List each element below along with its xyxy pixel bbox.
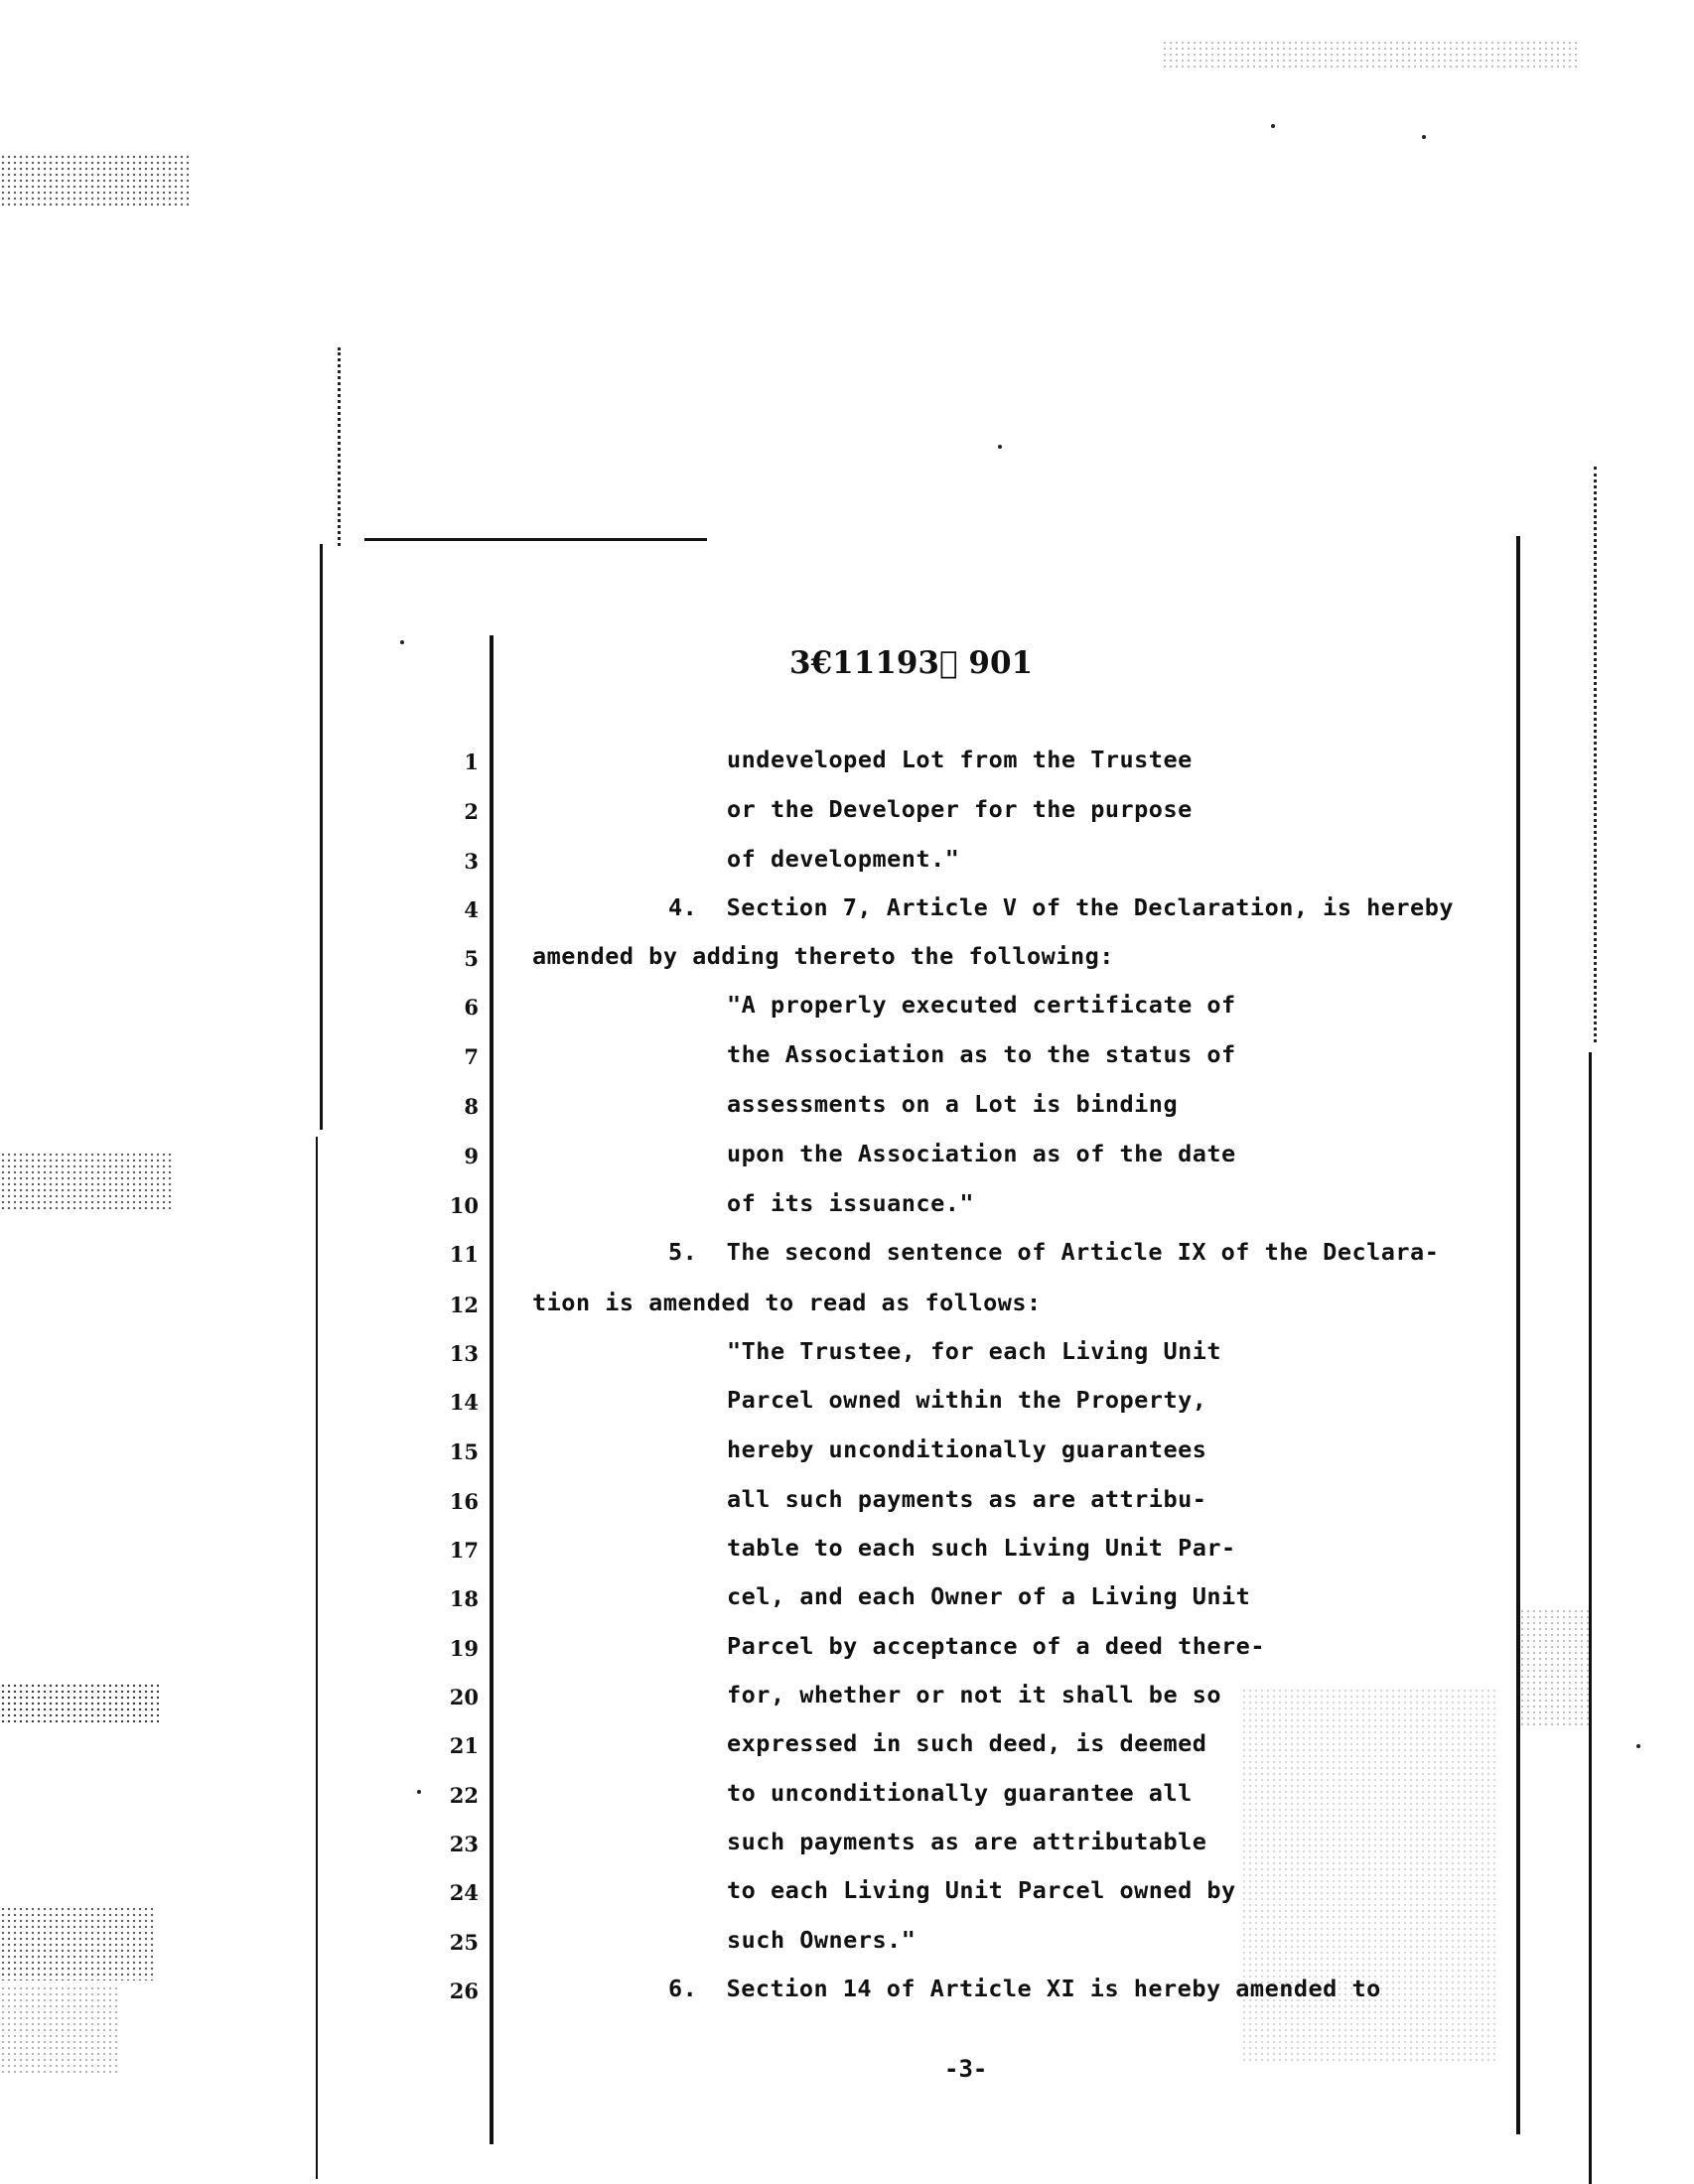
left-margin-dotted-rule — [338, 347, 341, 546]
text-line: hereby unconditionally guarantees — [727, 1435, 1207, 1463]
scan-noise — [1519, 1608, 1589, 1727]
text-line: "The Trustee, for each Living Unit — [727, 1337, 1222, 1365]
speck — [998, 445, 1002, 449]
text-line: tion is amended to read as follows: — [532, 1289, 1042, 1316]
scan-noise — [0, 154, 189, 208]
line-number: 13 — [449, 1341, 479, 1366]
scan-noise — [0, 1152, 174, 1211]
line-number: 18 — [449, 1586, 479, 1611]
line-number-rule — [490, 635, 494, 2144]
text-line: undeveloped Lot from the Trustee — [727, 746, 1193, 773]
left-margin-rule-lower — [316, 1137, 318, 2179]
right-edge-rule — [1589, 1052, 1592, 2184]
line-number: 24 — [449, 1880, 479, 1905]
text-line: cel, and each Owner of a Living Unit — [727, 1582, 1251, 1610]
right-edge-dotted-rule — [1594, 467, 1597, 1042]
text-line: 6. Section 14 of Article XI is hereby amended to — [668, 1975, 1381, 2002]
line-number: 16 — [449, 1489, 479, 1514]
text-line: upon the Association as of the date — [727, 1140, 1236, 1167]
line-number: 8 — [464, 1094, 479, 1119]
line-number: 23 — [449, 1832, 479, 1856]
text-line: such Owners." — [727, 1926, 917, 1954]
text-line: 5. The second sentence of Article IX of the Declara- — [668, 1238, 1440, 1266]
text-line: of development." — [727, 845, 960, 873]
text-line: for, whether or not it shall be so — [727, 1681, 1222, 1708]
line-number: 15 — [449, 1439, 479, 1464]
text-line: table to each such Living Unit Par- — [727, 1534, 1236, 1562]
text-line: such payments as are attributable — [727, 1828, 1207, 1855]
line-number: 25 — [449, 1930, 479, 1955]
line-number: 21 — [449, 1733, 479, 1758]
top-rule — [364, 538, 707, 541]
line-number: 17 — [449, 1538, 479, 1563]
page-number: -3- — [944, 2055, 988, 2083]
text-line: Parcel by acceptance of a deed there- — [727, 1632, 1265, 1660]
scan-noise — [0, 1906, 154, 1980]
line-number: 7 — [464, 1044, 479, 1069]
line-number: 26 — [449, 1979, 479, 2003]
line-number: 9 — [464, 1144, 479, 1168]
text-line: or the Developer for the purpose — [727, 795, 1193, 823]
text-line: 4. Section 7, Article V of the Declaration, is hereby — [668, 893, 1455, 921]
scan-noise — [0, 1985, 119, 2075]
line-number: 19 — [449, 1636, 479, 1661]
line-number: 3 — [464, 849, 479, 874]
speck — [1271, 124, 1275, 128]
left-margin-rule — [320, 544, 323, 1130]
line-number: 10 — [449, 1193, 479, 1218]
document-number: 3€11193ٌ 901 — [789, 645, 1034, 681]
line-number: 22 — [449, 1783, 479, 1808]
text-line: of its issuance." — [727, 1189, 975, 1217]
line-number: 6 — [464, 995, 479, 1020]
line-number: 20 — [449, 1685, 479, 1709]
text-line: all such payments as are attribu- — [727, 1485, 1207, 1513]
scan-noise — [1241, 1688, 1499, 2065]
text-line: amended by adding thereto the following: — [532, 942, 1114, 970]
text-line: assessments on a Lot is binding — [727, 1090, 1179, 1118]
speck — [1636, 1744, 1640, 1748]
scan-noise — [0, 1683, 159, 1722]
line-number: 1 — [464, 750, 479, 774]
text-line: "A properly executed certificate of — [727, 991, 1236, 1019]
line-number: 5 — [464, 946, 479, 971]
speck — [1422, 135, 1426, 139]
text-line: to each Living Unit Parcel owned by — [727, 1876, 1236, 1904]
line-number: 12 — [449, 1293, 479, 1317]
scan-noise — [1162, 40, 1579, 69]
line-number: 2 — [464, 799, 479, 824]
text-line: the Association as to the status of — [727, 1040, 1236, 1068]
text-line: Parcel owned within the Property, — [727, 1386, 1207, 1414]
text-line: expressed in such deed, is deemed — [727, 1729, 1207, 1757]
speck — [400, 640, 404, 644]
right-margin-rule — [1516, 536, 1520, 2134]
line-number: 11 — [449, 1242, 479, 1267]
line-number: 14 — [449, 1390, 479, 1415]
text-line: to unconditionally guarantee all — [727, 1779, 1193, 1807]
line-number: 4 — [464, 897, 479, 922]
